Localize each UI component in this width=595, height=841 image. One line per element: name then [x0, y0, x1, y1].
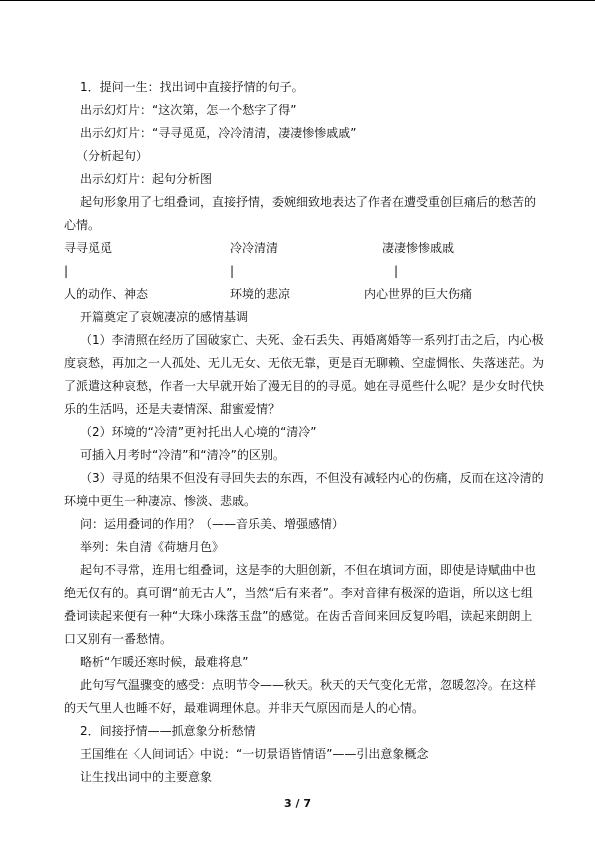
page-number: 3 / 7 [284, 797, 311, 810]
paragraph-line: 度哀愁，再加之一人孤处、无儿无女、无依无靠，更是百无聊赖、空虚惆怅、失落迷茫。为 [64, 356, 545, 370]
paragraph-line: 心情。 [64, 218, 101, 232]
text-line: 开篇奠定了哀婉凄凉的感情基调 [80, 310, 249, 324]
text-line: 王国维在〈人间词话〉中说：“一切景语皆情语”——引出意象概念 [80, 747, 429, 761]
section-heading: 2．间接抒情——抓意象分析愁情 [80, 724, 256, 738]
text-line: 出示幻灯片：“寻寻觅觅，冷冷清清，凄凄惨惨戚戚” [80, 126, 357, 140]
text-line: 略析“乍暖还寒时候，最难将息” [80, 655, 249, 669]
paragraph-line: 了派遣这种哀愁，作者一大早就开始了漫无目的的寻觅。她在寻觅些什么呢？是少女时代快 [64, 379, 545, 393]
meaning-2: 环境的悲凉 [230, 287, 291, 301]
paragraph-line: （3）寻觅的结果不但没有寻回失去的东西，不但没有减轻内心的伤痛，反而在这冷清的 [80, 471, 544, 485]
paragraph-line: 绝无仅有的。真可谓“前无古人”，当然“后有来者”。李对音律有极深的造诣，所以这七组 [64, 586, 533, 600]
text-line: 1．提问一生：找出词中直接抒情的句子。 [80, 80, 304, 94]
top-border-line [0, 0, 595, 1]
connector-2: | [230, 264, 235, 278]
paragraph-line: 起句形象用了七组叠词，直接抒情，委婉细致地表达了作者在遭受重创巨痛后的愁苦的 [80, 195, 537, 209]
paragraph-line: 环境中更生一种凄凉、惨淡、悲戚。 [64, 494, 257, 508]
connector-1: | [64, 264, 69, 278]
text-line: 让生找出词中的主要意象 [80, 770, 213, 784]
document-body [64, 78, 545, 791]
text-line: （2）环境的“冷清”更衬托出人心境的“清冷” [80, 425, 317, 439]
paragraph-line: 的天气里人也睡不好，最难调理休息。并非天气原因而是人的心情。 [64, 701, 425, 715]
text-line: 出示幻灯片：“这次第，怎一个愁字了得” [80, 103, 297, 117]
paragraph-line: （1）李清照在经历了国破家亡、夫死、金石丢失、再婚离婚等一系列打击之后，内心极 [80, 333, 544, 347]
phrase-2: 冷冷清清 [230, 241, 279, 255]
paragraph-line: 此句写气温骤变的感受：点明节令——秋天。秋天的天气变化无常，忽暖忽冷。在这样 [80, 678, 537, 692]
text-line: 举列：朱自清《荷塘月色》 [80, 540, 225, 554]
paragraph-line: 起句不寻常，连用七组叠词，这是李的大胆创新，不但在填词方面，即使是诗赋曲中也 [80, 563, 537, 577]
text-line: 可插入月考时“冷清”和“清冷”的区别。 [80, 448, 285, 462]
analysis-row-connectors [64, 262, 540, 281]
text-line: （分析起句） [76, 149, 149, 163]
connector-3: | [394, 264, 399, 278]
analysis-row-meanings [64, 285, 540, 304]
text-line: 出示幻灯片：起句分析图 [80, 172, 213, 186]
phrase-3: 凄凄惨惨戚戚 [382, 241, 455, 255]
meaning-3: 内心世界的巨大伤痛 [364, 287, 473, 301]
paragraph-line: 乐的生活吗，还是夫妻情深、甜蜜爱情？ [64, 402, 281, 416]
paragraph-line: 叠词读起来便有一种“大珠小珠落玉盘”的感觉。在齿舌音间来回反复吟唱，读起来朗朗上 [64, 609, 533, 623]
paragraph-line: 口又别有一番愁情。 [64, 632, 173, 646]
analysis-row-phrases [64, 239, 540, 258]
phrase-1: 寻寻觅觅 [64, 241, 113, 255]
meaning-1: 人的动作、神态 [64, 287, 149, 301]
text-line: 问：运用叠词的作用？（——音乐美、增强感情） [80, 517, 345, 531]
